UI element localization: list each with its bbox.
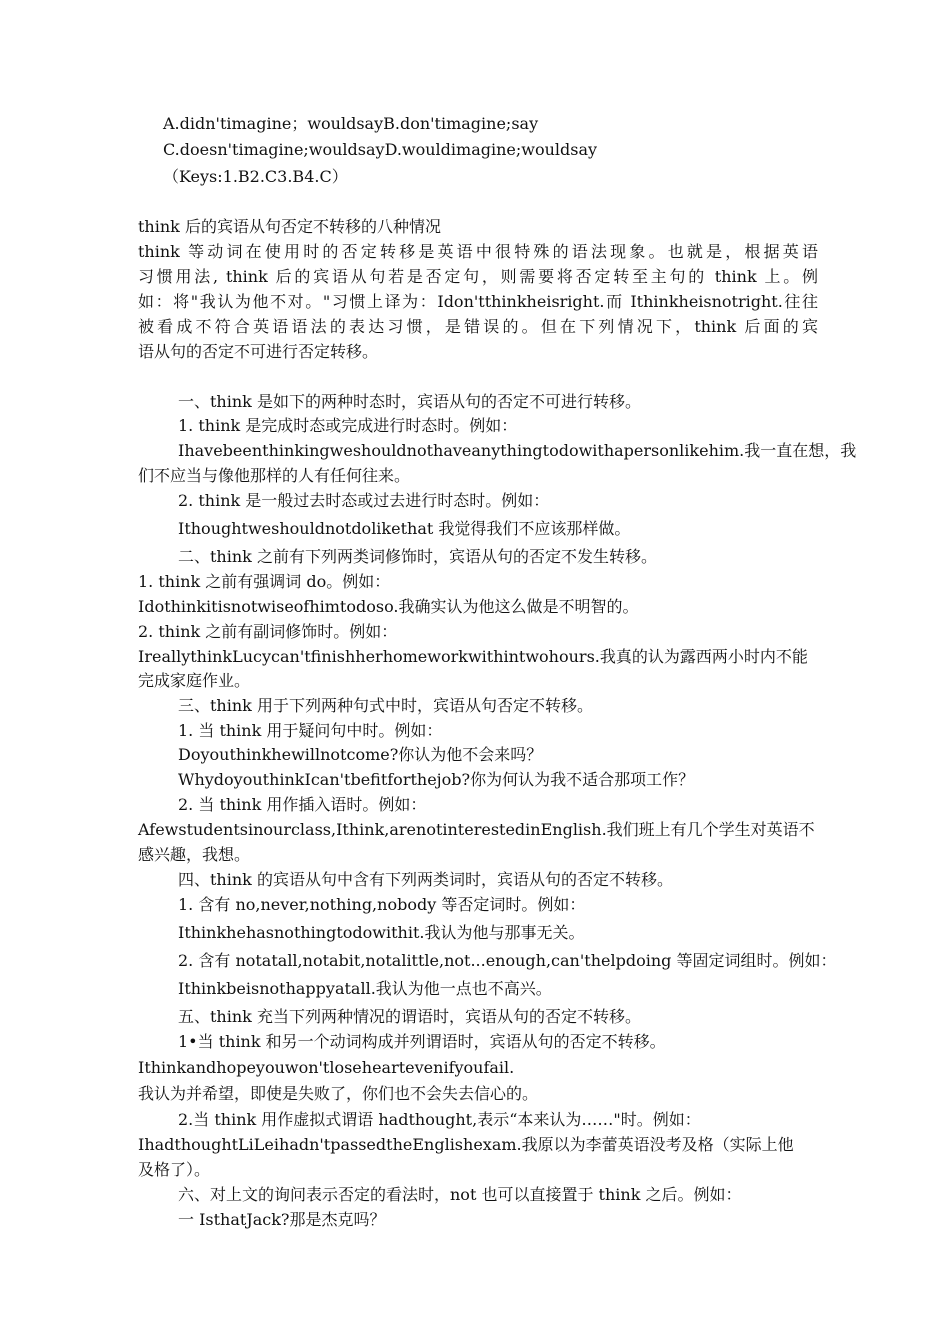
example-sentence-cont: 及格了）。	[138, 1160, 211, 1179]
example-sentence: WhydoyouthinkIcan'tbefitforthejob?你为何认为我不适合那项工作？	[178, 770, 695, 789]
example-sentence: Afewstudentsinourclass,Ithink,arenotinterestedinEnglish.我们班上有几个学生对英语不	[138, 820, 815, 839]
intro-paragraph-line: think 等动词在使用时的否定转移是英语中很特殊的语法现象。也就是，根据英语	[138, 242, 818, 261]
intro-paragraph-line: 语从句的否定不可进行否定转移。	[138, 342, 379, 361]
example-sentence: Ihavebeenthinkingweshouldnothaveanythingtodowithapersonlikehim.我一直在想，我	[178, 441, 857, 460]
example-sentence: Ithinkbeisnothappyatall.我认为他一点也不高兴。	[178, 979, 552, 998]
example-sentence: IhadthoughtLiLeihadn'tpassedtheEnglishexam.我原以为李蕾英语没考及格（实际上他	[138, 1135, 794, 1154]
intro-paragraph-line: 习惯用法, think 后的宾语从句若是否定句，则需要将否定转至主句的 think 上。例	[138, 267, 818, 286]
item-5-2: 2.当 think 用作虚拟式谓语 hadthought,表示“本来认为……"时。例如：	[178, 1110, 701, 1129]
intro-paragraph-line: 被看成不符合英语语法的表达习惯，是错误的。但在下列情况下，think 后面的宾	[138, 317, 818, 336]
item-5-1: 1•当 think 和另一个动词构成并列谓语时，宾语从句的否定不转移。	[178, 1032, 666, 1051]
example-sentence: 一 IsthatJack?那是杰克吗？	[178, 1210, 386, 1229]
example-sentence: IreallythinkLucycan'tfinishherhomeworkwithintwohours.我真的认为露西两小时内不能	[138, 647, 808, 666]
heading-one: 一、think 是如下的两种时态时，宾语从句的否定不可进行转移。	[178, 392, 641, 411]
item-2-1: 1. think 之前有强调词 do。例如：	[138, 572, 391, 591]
example-sentence-cont: 们不应当与像他那样的人有任何往来。	[138, 466, 411, 485]
example-sentence: Doyouthinkhewillnotcome?你认为他不会来吗？	[178, 745, 543, 764]
example-sentence: Ithinkhehasnothingtodowithit.我认为他与那事无关。	[178, 923, 585, 942]
item-2-2: 2. think 之前有副词修饰时。例如：	[138, 622, 398, 641]
example-sentence: Idothinkitisnotwiseofhimtodoso.我确实认为他这么做是不明智的。	[138, 597, 639, 616]
intro-paragraph-line: 如：将"我认为他不对。"习惯上译为：Idon'tthinkheisright.而 Ithinkheisnotright.往往	[138, 292, 818, 311]
answer-options-line-2: C.doesn'timagine;wouldsayD.wouldimagine;wouldsay	[163, 140, 598, 159]
item-3-2: 2. 当 think 用作插入语时。例如：	[178, 795, 427, 814]
example-sentence: Ithoughtweshouldnotdolikethat 我觉得我们不应该那样做。	[178, 519, 631, 538]
answer-keys: （Keys:1.B2.C3.B4.C）	[163, 167, 348, 186]
answer-options-line-1: A.didn'timagine；wouldsayB.don'timagine;say	[163, 114, 539, 133]
item-3-1: 1. 当 think 用于疑问句中时。例如：	[178, 721, 443, 740]
heading-four: 四、think 的宾语从句中含有下列两类词时，宾语从句的否定不转移。	[178, 870, 673, 889]
heading-three: 三、think 用于下列两种句式中时，宾语从句否定不转移。	[178, 696, 593, 715]
heading-six: 六、对上文的询问表示否定的看法时，not 也可以直接置于 think 之后。例如：	[178, 1185, 742, 1204]
example-translation: 我认为并希望，即使是失败了，你们也不会失去信心的。	[138, 1084, 539, 1103]
example-sentence: Ithinkandhopeyouwon'tloseheartevenifyoufail.	[138, 1058, 515, 1077]
item-1-2: 2. think 是一般过去时态或过去进行时态时。例如：	[178, 491, 550, 510]
section-title: think 后的宾语从句否定不转移的八种情况	[138, 217, 441, 236]
example-sentence-cont: 感兴趣，我想。	[138, 845, 251, 864]
item-4-2: 2. 含有 notatall,notabit,notalittle,not...enough,can'thelpdoing 等固定词组时。例如：	[178, 951, 837, 970]
item-4-1: 1. 含有 no,never,nothing,nobody 等否定词时。例如：	[178, 895, 586, 914]
heading-five: 五、think 充当下列两种情况的谓语时，宾语从句的否定不转移。	[178, 1007, 641, 1026]
example-sentence-cont: 完成家庭作业。	[138, 671, 251, 690]
heading-two: 二、think 之前有下列两类词修饰时，宾语从句的否定不发生转移。	[178, 547, 657, 566]
item-1-1: 1. think 是完成时态或完成进行时态时。例如：	[178, 416, 518, 435]
